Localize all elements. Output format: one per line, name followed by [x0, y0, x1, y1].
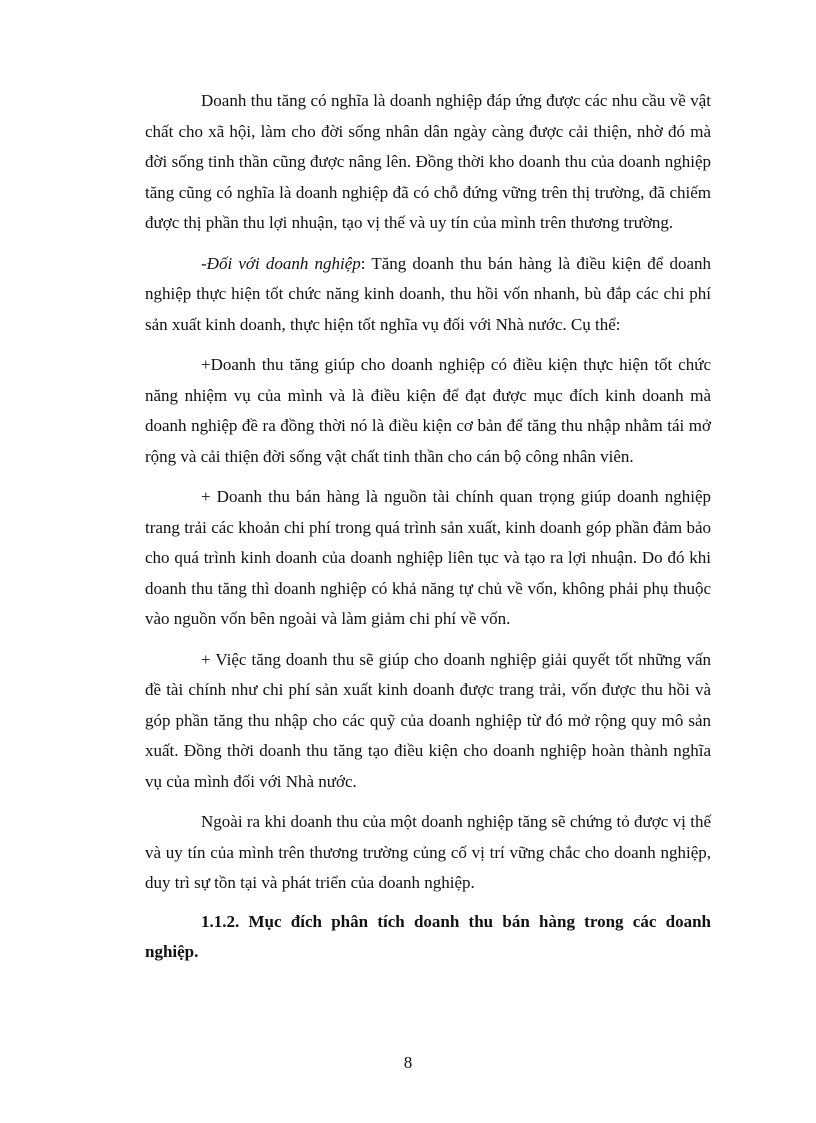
section-heading-1-1-2: 1.1.2. Mục đích phân tích doanh thu bán hàng trong các doanh nghiệp.: [145, 911, 711, 961]
paragraph-position-reputation: Ngoài ra khi doanh thu của một doanh nghiệp tăng sẽ chứng tỏ được vị thế và uy tín của mình trên thương trường củng cố vị trí vững chắc cho doanh nghiệp, duy trì sự tồn tại và phát triển của doanh nghiệp.: [145, 812, 711, 892]
paragraph-revenue-benefits-society: Doanh thu tăng có nghĩa là doanh nghiệp đáp ứng được các nhu cầu về vật chất cho xã hội, làm cho đời sống nhân dân ngày càng được cải thiện, nhờ đó mà đời sống tinh thần cũng được nâng lên. Đồng thời kho doanh thu của doanh nghiệp tăng cũng có nghĩa là doanh nghiệp đã có chỗ đứng vững trên thị trường, đã chiếm được thị phần thu lợi nhuận, tạo vị thế và uy tín của mình trên thương trường.: [145, 91, 711, 232]
paragraph-label-for-enterprise: -Đối với doanh nghiệp: [201, 253, 361, 273]
paragraph-for-enterprise: [145, 249, 711, 341]
paragraph-bullet-financial-issues: + Việc tăng doanh thu sẽ giúp cho doanh nghiệp giải quyết tốt những vấn đề tài chính như chi phí sản xuất kinh doanh được trang trải, vốn được thu hồi và góp phần tăng thu nhập cho các quỹ của doanh nghiệp từ đó mở rộng quy mô sản xuất. Đồng thời doanh thu tăng tạo điều kiện cho doanh nghiệp hoàn thành nghĩa vụ của mình đối với Nhà nước.: [145, 649, 711, 791]
paragraph-bullet-conditions: +Doanh thu tăng giúp cho doanh nghiệp có điều kiện thực hiện tốt chức năng nhiệm vụ của mình và là điều kiện để đạt được mục đích kinh doanh mà doanh nghiệp đề ra đồng thời nó là điều kiện cơ bản để tăng thu nhập nhằm tái mở rộng và cải thiện đời sống vật chất tinh thần cho cán bộ công nhân viên.: [145, 355, 711, 466]
document-body: [145, 86, 711, 968]
paragraph-for-enterprise-text: : Tăng doanh thu bán hàng là điều kiện để doanh nghiệp thực hiện tốt chức năng kinh doanh, thu hồi vốn nhanh, bù đắp các chi phí sản xuất kinh doanh, thực hiện tốt nghĩa vụ đối với Nhà nước. Cụ thể:: [145, 253, 711, 334]
page-number: 8: [403, 1053, 413, 1072]
paragraph-bullet-financial-source: + Doanh thu bán hàng là nguồn tài chính quan trọng giúp doanh nghiệp trang trải các khoản chi phí trong quá trình sản xuất, kinh doanh góp phần đảm bảo cho quá trình kinh doanh của doanh nghiệp liên tục và tạo ra lợi nhuận. Do đó khi doanh thu tăng thì doanh nghiệp có khả năng tự chủ về vốn, không phải phụ thuộc vào nguồn vốn bên ngoài và làm giảm chi phí về vốn.: [145, 487, 711, 628]
